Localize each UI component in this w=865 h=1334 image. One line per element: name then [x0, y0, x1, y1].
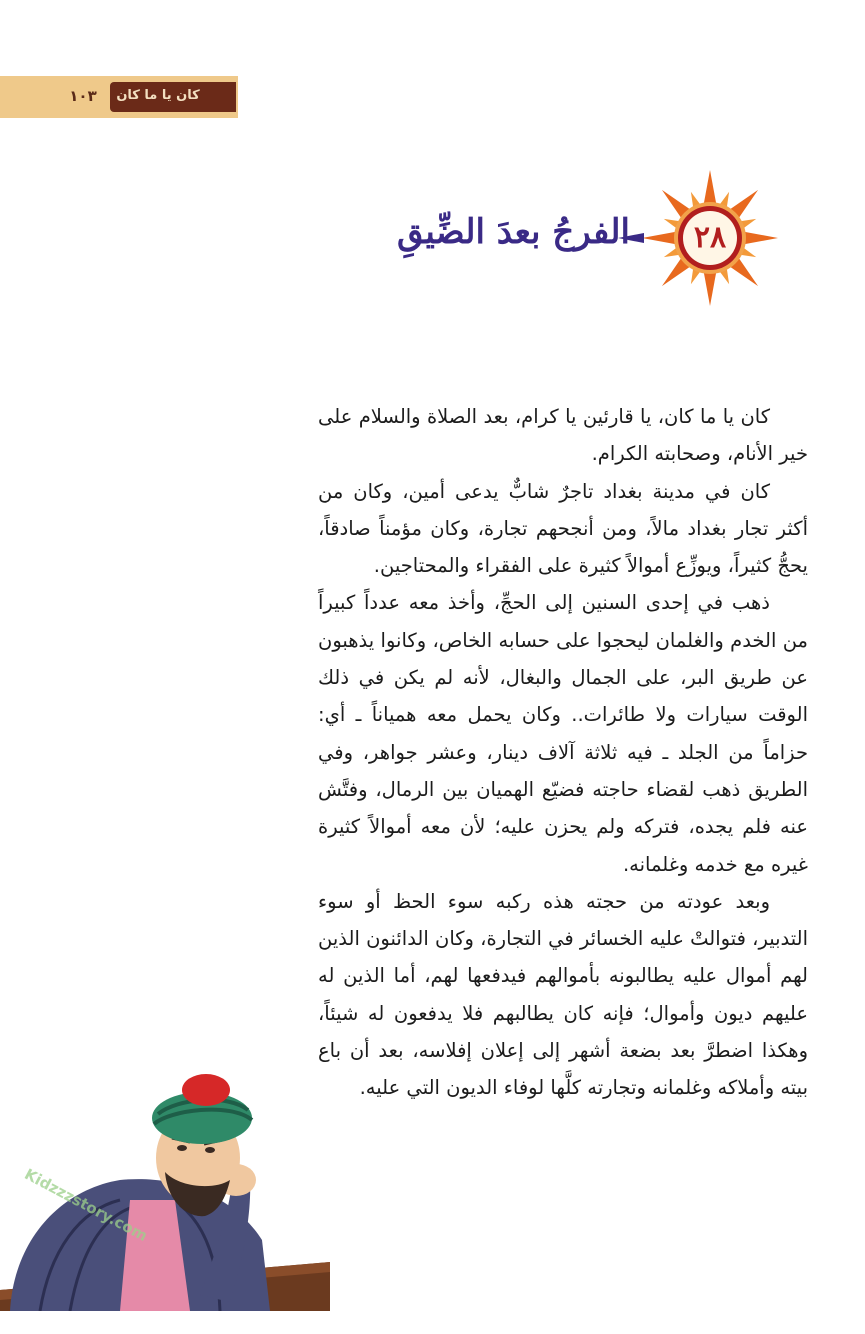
page-number: ١٠٣	[69, 87, 97, 105]
chapter-badge	[640, 168, 780, 308]
chapter-title: الفرجُ بعدَ الضِّيقِ	[396, 212, 630, 252]
story-paragraph: وبعد عودته من حجته هذه ركبه سوء الحظ أو سوء التدبير، فتوالتْ عليه الخسائر في التجارة، وكان الدائنون الذين لهم أموال عليه يطالبونه بأموالهم فيدفعها لهم، أما الذين له عليهم ديون وأموال؛ فإنه كان يطالبهم فلا يدفعون له شيئاً، وهكذا اضطرَّ بعد بضعة أشهر إلى إعلان إفلاسه، بعد أن باع بيته وأملاكه وغلمانه وتجارته كلَّها لوفاء الديون التي عليه.	[318, 889, 808, 1100]
chapter-number: ٢٨	[693, 220, 727, 255]
story-paragraph: كان في مدينة بغداد تاجرٌ شابٌّ يدعى أمين، وكان من أكثر تجار بغداد مالاً، ومن أنجحهم تجارة، وكان مؤمناً صادقاً، يحجُّ كثيراً، ويوزِّع أموالاً كثيرة على الفقراء والمحتاجين.	[318, 479, 808, 578]
site-watermark: Kidzzz​story.com	[21, 1165, 151, 1245]
story-paragraph: ذهب في إحدى السنين إلى الحجِّ، وأخذ معه عدداً كبيراً من الخدم والغلمان ليحجوا على حسابه الخاص، وكانوا يذهبون عن طريق البر، على الجمال والبغال، لأنه لم يكن في ذلك الوقت سيارات ولا طائرات.. وكان يحمل معه همياناً ـ أي: حزاماً من الجلد ـ فيه ثلاثة آلاف دينار، وعشر جواهر، وفي الطريق ذهب لقضاء حاجته فضيّع الهميان بين الرمال، وفتَّش عنه فلم يجده، فتركه ولم يحزن عليه؛ لأن معه أموالاً كثيرة غيره مع خدمه وغلمانه.	[318, 591, 808, 876]
story-paragraph: كان يا ما كان، يا قارئين يا كرام، بعد الصلاة والسلام على خير الأنام، وصحابته الكرام.	[318, 405, 808, 466]
running-title: كان يا ما كان	[116, 88, 200, 103]
running-header	[0, 76, 238, 118]
